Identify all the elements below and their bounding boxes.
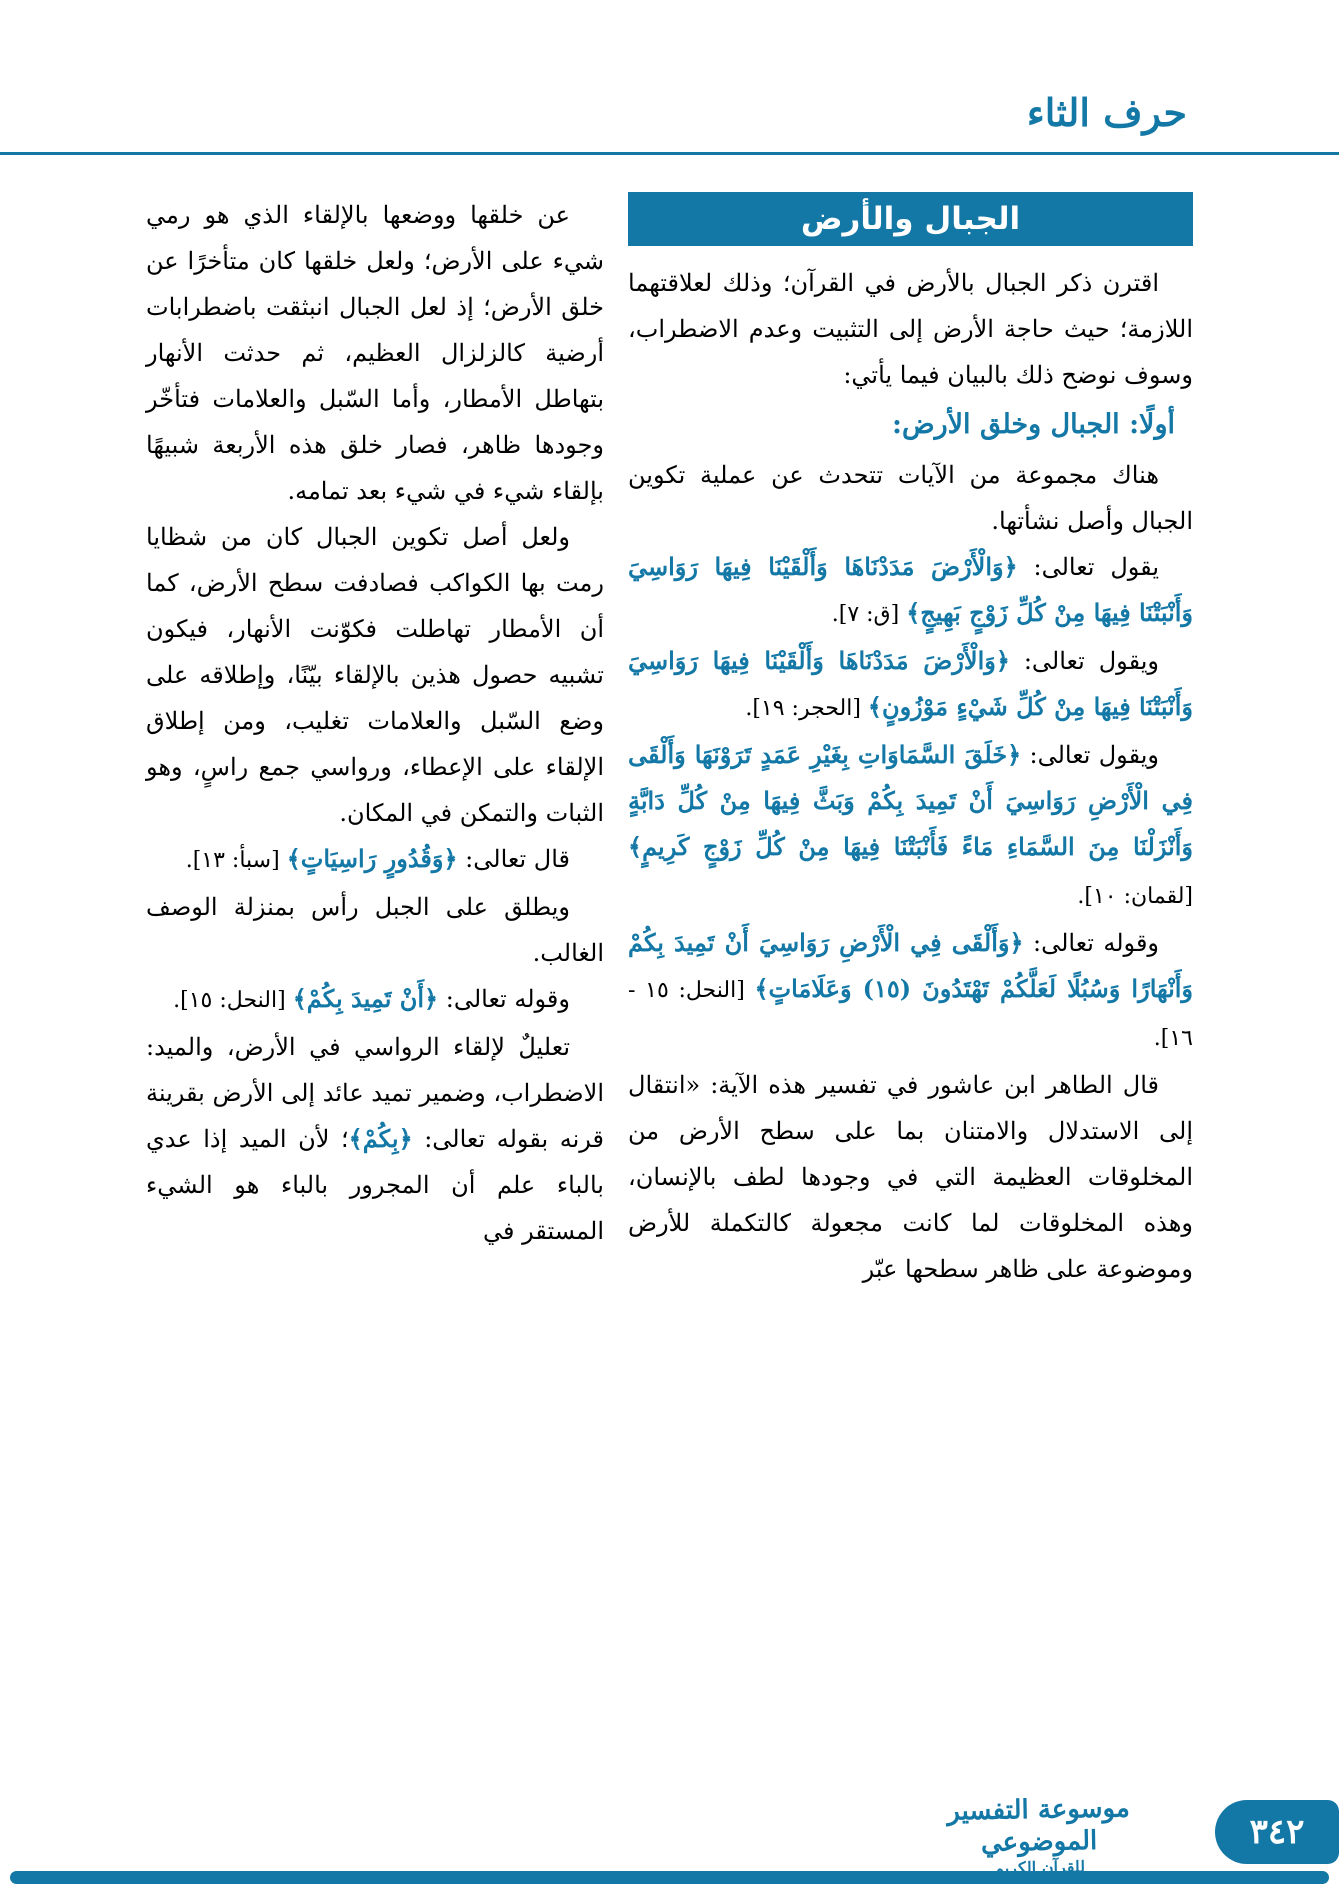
two-column-body bbox=[146, 192, 1193, 1292]
body-text: هناك مجموعة من الآيات تتحدث عن عملية تكوين الجبال وأصل نشأتها. bbox=[628, 461, 1193, 535]
body-text: وقوله تعالى: bbox=[438, 985, 570, 1013]
left-column bbox=[146, 192, 604, 1254]
paragraph-with-verse bbox=[146, 836, 604, 884]
verse-reference: [سبأ: ١٣]. bbox=[185, 848, 287, 873]
body-text: ويطلق على الجبل رأس بمنزلة الوصف الغالب. bbox=[146, 893, 604, 967]
paragraph-with-verse bbox=[146, 1024, 604, 1254]
verse-reference: [النحل: ١٥ - ١٦]. bbox=[628, 978, 1193, 1051]
verse-reference: [الحجر: ١٩]. bbox=[745, 696, 868, 721]
header-divider-rule bbox=[0, 152, 1339, 155]
body-text: وقوله تعالى: bbox=[1023, 929, 1160, 957]
body-text: تعليلٌ لإلقاء الرواسي في الأرض، والميد: الاضطراب، وضمير تميد عائد إلى الأرض بقرينة قرنه بقوله تعالى: bbox=[146, 1033, 604, 1153]
paragraph bbox=[146, 514, 604, 836]
paragraph bbox=[628, 260, 1193, 398]
body-text: ولعل أصل تكوين الجبال كان من شظايا رمت بها الكواكب فصادفت سطح الأرض، كما أن الأمطار تهاطلت فكوّنت الأنهار، فيكون تشبيه حصول هذين بالإلقاء بيّنًا، وإطلاقه على وضع السّبل والعلامات تغليب، ومن إطلاق الإلقاء على الإعطاء، ورواسي جمع راسٍ، وهو الثبات والتمكن في المكان. bbox=[146, 523, 604, 827]
verse-reference: [النحل: ١٥]. bbox=[173, 988, 293, 1013]
body-text: ويقول تعالى: bbox=[1009, 647, 1159, 675]
quran-verse: ﴿وَقُدُورٍ رَاسِيَاتٍ﴾ bbox=[286, 844, 458, 873]
body-text: قال الطاهر ابن عاشور في تفسير هذه الآية: «انتقال إلى الاستدلال والامتنان بما على سطح الأرض من المخلوقات العظيمة التي في وجودها لطف بالإنسان، وهذه المخلوقات لما كانت مجعولة كالتكملة للأرض وموضوعة على ظاهر سطحها عبّر bbox=[628, 1071, 1193, 1283]
publisher-logo-line2: للقرآن الكريم bbox=[993, 1857, 1086, 1878]
quran-verse: ﴿وَالْأَرْضَ مَدَدْنَاهَا وَأَلْقَيْنَا فِيهَا رَوَاسِيَ وَأَنْبَتْنَا فِيهَا مِنْ كُلِّ شَيْءٍ مَوْزُونٍ﴾ bbox=[628, 646, 1193, 721]
quran-verse: ﴿خَلَقَ السَّمَاوَاتِ بِغَيْرِ عَمَدٍ تَرَوْنَهَا وَأَلْقَى فِي الْأَرْضِ رَوَاسِيَ أَنْ تَمِيدَ بِكُمْ وَبَثَّ فِيهَا مِنْ كُلِّ دَابَّةٍ وَأَنْزَلْنَا مِنَ السَّمَاءِ مَاءً فَأَنْبَتْنَا فِيهَا مِنْ كُلِّ زَوْجٍ كَرِيمٍ﴾ bbox=[628, 740, 1193, 861]
paragraph-with-verse bbox=[628, 544, 1193, 638]
page-number-badge bbox=[1215, 1800, 1339, 1864]
body-text: يقول تعالى: bbox=[1017, 553, 1159, 581]
paragraph-with-verse bbox=[146, 976, 604, 1024]
publisher-calligraphy-logo bbox=[888, 1791, 1189, 1880]
right-column bbox=[628, 192, 1193, 1292]
body-text: عن خلقها ووضعها بالإلقاء الذي هو رمي شيء على الأرض؛ ولعل خلقها كان متأخرًا عن خلق الأرض؛ إذ لعل الجبال انبثقت باضطرابات أرضية كالزلزال العظيم، ثم حدثت الأنهار بتهاطل الأمطار، وأما السّبل والعلامات فتأخّر وجودها ظاهر، فصار خلق هذه الأربعة شبيهًا بإلقاء شيء في شيء بعد تمامه. bbox=[146, 201, 604, 505]
verse-reference: [ق: ٧]. bbox=[831, 602, 907, 627]
paragraph-with-verse bbox=[628, 638, 1193, 732]
paragraph bbox=[146, 192, 604, 514]
paragraph bbox=[628, 1062, 1193, 1292]
section-title-banner bbox=[628, 192, 1193, 246]
quran-verse: ﴿وَالْأَرْضَ مَدَدْنَاهَا وَأَلْقَيْنَا فِيهَا رَوَاسِيَ وَأَنْبَتْنَا فِيهَا مِنْ كُلِّ زَوْجٍ بَهِيجٍ﴾ bbox=[628, 552, 1193, 627]
quran-verse: ﴿أَنْ تَمِيدَ بِكُمْ﴾ bbox=[292, 984, 439, 1013]
paragraph bbox=[628, 452, 1193, 544]
paragraph-with-verse bbox=[628, 732, 1193, 920]
quran-verse: ﴿بِكُمْ﴾ bbox=[348, 1124, 413, 1153]
body-text: قال تعالى: bbox=[457, 845, 570, 873]
body-text: ويقول تعالى: bbox=[1021, 741, 1159, 769]
paragraph bbox=[146, 884, 604, 976]
page-number: ٣٤٢ bbox=[1249, 1812, 1305, 1852]
quran-verse: ﴿وَأَلْقَى فِي الْأَرْضِ رَوَاسِيَ أَنْ تَمِيدَ بِكُمْ وَأَنْهَارًا وَسُبُلًا لَعَلَّكُمْ تَهْتَدُونَ (١٥) وَعَلَامَاتٍ﴾ bbox=[628, 928, 1193, 1003]
section-title: الجبال والأرض bbox=[800, 201, 1021, 237]
publisher-logo-line1: موسوعة التفسير الموضوعي bbox=[946, 1793, 1131, 1859]
paragraph-with-verse bbox=[628, 920, 1193, 1062]
verse-reference: [لقمان: ١٠]. bbox=[1077, 884, 1193, 909]
subheading-first-point: أولًا: الجبال وخلق الأرض: bbox=[892, 409, 1175, 440]
body-text: اقترن ذكر الجبال بالأرض في القرآن؛ وذلك لعلاقتهما اللازمة؛ حيث حاجة الأرض إلى التثبيت وعدم الاضطراب، وسوف نوضح ذلك بالبيان فيما يأتي: bbox=[628, 269, 1193, 389]
body-text: ؛ لأن الميد إذا عدي بالباء علم أن المجرور بالباء هو الشيء المستقر في bbox=[146, 1125, 604, 1245]
chapter-letter-heading: حرف الثاء bbox=[1026, 90, 1187, 135]
